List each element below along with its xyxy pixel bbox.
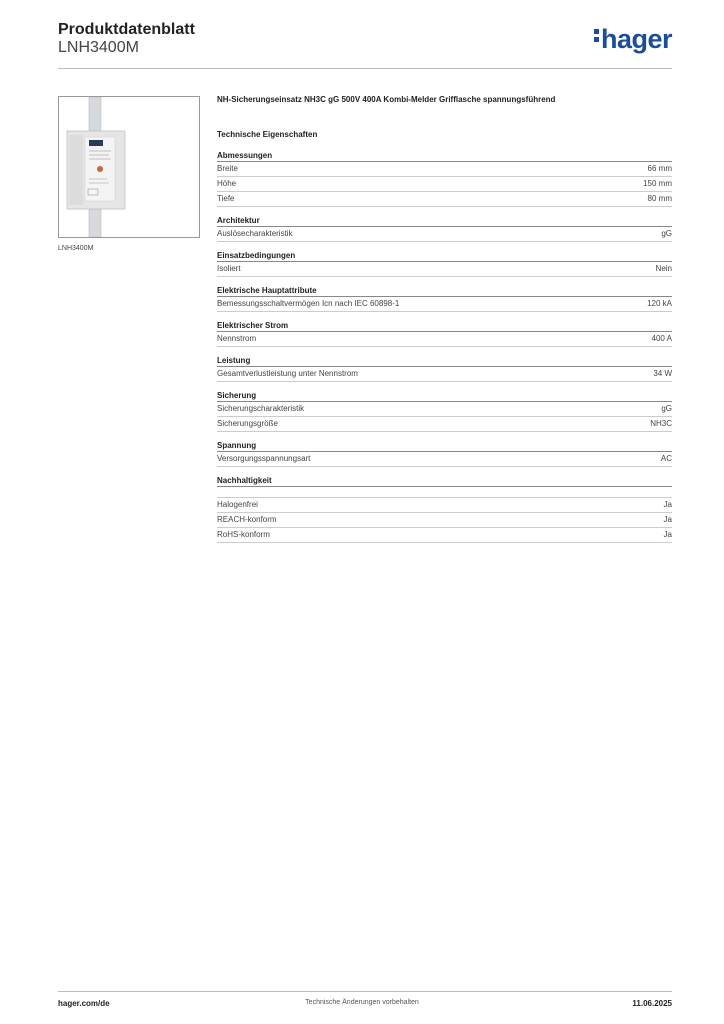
product-image-frame bbox=[58, 96, 200, 238]
row-spacer bbox=[217, 487, 672, 498]
section-title: Einsatzbedingungen bbox=[217, 250, 672, 262]
row-value: 66 mm bbox=[647, 164, 672, 173]
footer-divider bbox=[58, 991, 672, 992]
section-einsatzbedingungen bbox=[217, 250, 672, 277]
row-label: Bemessungsschaltvermögen Icn nach IEC 60898-1 bbox=[217, 299, 400, 308]
table-row bbox=[217, 498, 672, 513]
row-value: 400 A bbox=[651, 334, 672, 343]
row-value: Ja bbox=[663, 530, 672, 539]
fuse-product-image bbox=[59, 97, 199, 237]
row-value: Nein bbox=[655, 264, 672, 273]
row-label: Sicherungsgröße bbox=[217, 419, 278, 428]
row-label: Tiefe bbox=[217, 194, 235, 203]
table-row bbox=[217, 262, 672, 277]
section-sicherung bbox=[217, 390, 672, 432]
section-title: Architektur bbox=[217, 215, 672, 227]
table-row bbox=[217, 452, 672, 467]
section-abmessungen bbox=[217, 150, 672, 207]
row-value: Ja bbox=[663, 515, 672, 524]
table-row bbox=[217, 513, 672, 528]
section-leistung bbox=[217, 355, 672, 382]
table-row bbox=[217, 177, 672, 192]
hager-logo bbox=[594, 26, 672, 53]
section-title: Spannung bbox=[217, 440, 672, 452]
tech-properties-title: Technische Eigenschaften bbox=[217, 130, 318, 139]
table-row bbox=[217, 528, 672, 543]
row-value: gG bbox=[661, 404, 672, 413]
table-row bbox=[217, 162, 672, 177]
row-value: 80 mm bbox=[647, 194, 672, 203]
section-title: Leistung bbox=[217, 355, 672, 367]
row-label: Nennstrom bbox=[217, 334, 257, 343]
product-code: LNH3400M bbox=[58, 39, 139, 56]
logo-dots-icon bbox=[594, 26, 599, 45]
section-title: Sicherung bbox=[217, 390, 672, 402]
section-elektrische-hauptattribute bbox=[217, 285, 672, 312]
header-divider bbox=[58, 68, 672, 69]
row-value: 150 mm bbox=[643, 179, 672, 188]
section-title: Nachhaltigkeit bbox=[217, 475, 672, 487]
row-label: Sicherungscharakteristik bbox=[217, 404, 305, 413]
table-row bbox=[217, 417, 672, 432]
main-content bbox=[217, 95, 672, 551]
product-title: NH-Sicherungseinsatz NH3C gG 500V 400A Kombi-Melder Grifflasche spannungsführend bbox=[217, 95, 556, 104]
table-row bbox=[217, 367, 672, 382]
footer-website-link[interactable]: hager.com/de bbox=[58, 999, 110, 1008]
section-architektur bbox=[217, 215, 672, 242]
row-label: Gesamtverlustleistung unter Nennstrom bbox=[217, 369, 358, 378]
row-label: Breite bbox=[217, 164, 238, 173]
row-label: Versorgungsspannungsart bbox=[217, 454, 311, 463]
row-value: AC bbox=[660, 454, 672, 463]
section-elektrischer-strom bbox=[217, 320, 672, 347]
footer-notice: Technische Änderungen vorbehalten bbox=[305, 999, 419, 1006]
row-value: NH3C bbox=[650, 419, 672, 428]
row-value: 34 W bbox=[653, 369, 672, 378]
section-title: Elektrische Hauptattribute bbox=[217, 285, 672, 297]
row-value: Ja bbox=[663, 500, 672, 509]
row-label: Halogenfrei bbox=[217, 500, 258, 509]
product-image-caption: LNH3400M bbox=[58, 245, 94, 252]
row-label: Höhe bbox=[217, 179, 237, 188]
row-label: Auslösecharakteristik bbox=[217, 229, 293, 238]
section-title: Elektrischer Strom bbox=[217, 320, 672, 332]
table-row bbox=[217, 332, 672, 347]
table-row bbox=[217, 297, 672, 312]
table-row bbox=[217, 192, 672, 207]
page-title: Produktdatenblatt bbox=[58, 21, 195, 38]
row-value: gG bbox=[661, 229, 672, 238]
row-label: REACH-konform bbox=[217, 515, 277, 524]
footer-date: 11.06.2025 bbox=[632, 999, 672, 1008]
row-label: Isoliert bbox=[217, 264, 241, 273]
table-row bbox=[217, 402, 672, 417]
section-spannung bbox=[217, 440, 672, 467]
table-row bbox=[217, 227, 672, 242]
logo-text: hager bbox=[600, 24, 672, 54]
row-label: RoHS-konform bbox=[217, 530, 270, 539]
row-value: 120 kA bbox=[647, 299, 672, 308]
section-title: Abmessungen bbox=[217, 150, 672, 162]
section-nachhaltigkeit bbox=[217, 475, 672, 543]
